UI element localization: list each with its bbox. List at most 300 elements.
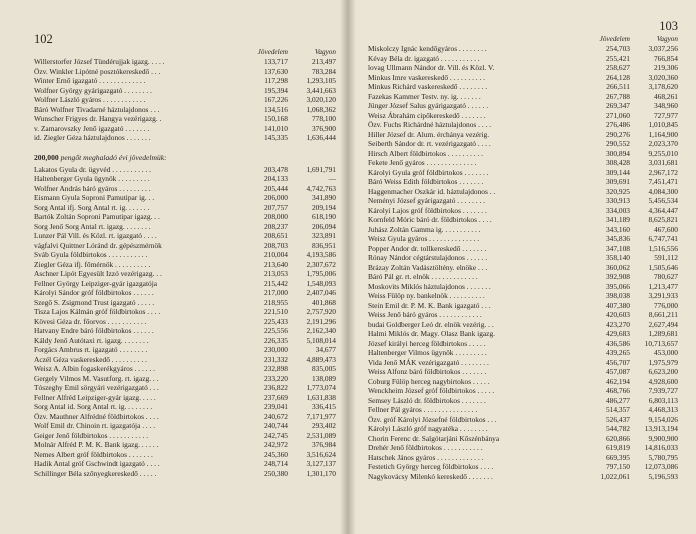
wealth-value: 13,913,194 (644, 424, 678, 433)
person-name: Özv. gróf Károlyi Józsefné földbirtokos . . . (368, 414, 497, 424)
person-name: Tószeghy Emil sörgyári vezérigazgató . . . (34, 383, 159, 392)
person-name: Weiss Jenő báró gyáros . . . . . . . . . . . . (368, 310, 482, 319)
wealth-value: 1,010,845 (648, 120, 678, 129)
wealth-value: — (328, 174, 336, 183)
income-value: 358,140 (605, 253, 630, 262)
list-row (368, 472, 678, 482)
income-value: 343,160 (605, 224, 630, 234)
list-row (368, 234, 678, 244)
wealth-value: 2,627,494 (648, 319, 678, 329)
person-name: Neményi József gyárigazgató . . . . . . . . (368, 196, 485, 205)
income-value: 215,442 (263, 278, 288, 288)
person-name: Báró Wolfner Tivadarné háztulajdonos . . . (34, 104, 160, 114)
wealth-value: 1,636,444 (306, 133, 336, 142)
income-value: 347,108 (605, 243, 630, 253)
list-row (368, 263, 678, 273)
person-name: Weisz A. Albin fogaskerékgyáros . . . . . . (34, 364, 155, 373)
income-value: 240,744 (263, 421, 288, 430)
page-number-left: 102 (34, 32, 53, 46)
income-value: 620,866 (605, 433, 630, 443)
list-row (368, 158, 678, 168)
person-name: Fellner Alfréd Leipziger-gyár igazg. . . . . (34, 392, 156, 402)
list-row (34, 124, 336, 134)
person-name: Weiss Alfonz báró földbirtokos . . . . . . . (368, 367, 487, 376)
list-row (368, 329, 678, 339)
list-row (368, 44, 678, 54)
list-row (368, 187, 678, 197)
list-row (368, 291, 678, 301)
list-row (34, 364, 336, 374)
column-header-right (368, 35, 678, 44)
person-name: Brázay Zoltán Vadásztöltény. elnöke . . . (368, 262, 488, 272)
income-value: 221,510 (263, 307, 288, 316)
list-row (368, 253, 678, 263)
list-row (34, 212, 336, 222)
wealth-value: 4,468,313 (648, 405, 678, 414)
list-row (34, 450, 336, 460)
wealth-value: 1,289,681 (648, 329, 678, 338)
income-value: 236,822 (263, 383, 288, 392)
income-value: 137,630 (263, 66, 288, 76)
wealth-value: 766,854 (653, 53, 678, 63)
person-name: Hirsch Albert földbirtokos . . . . . . . . . . (368, 148, 483, 158)
wealth-value: 219,306 (653, 63, 678, 72)
wealth-value: 323,891 (311, 231, 336, 240)
income-column-header: Jövedelem (257, 48, 288, 56)
person-name: Fellner György Leipziger-gyár igazgatója (34, 278, 158, 288)
income-value: 242,745 (263, 430, 288, 440)
person-name: Seiberth Sándor dr. rt. vezérigazgató . . . . (368, 139, 491, 148)
list-row (368, 310, 678, 320)
income-value: 544,782 (605, 424, 630, 433)
person-name: Hatschek János gyáros . . . . . . . . . . . . . (368, 452, 484, 462)
income-value: 309,144 (605, 167, 630, 177)
wealth-value: 3,127,137 (306, 459, 336, 468)
left-list-group2 (34, 165, 336, 479)
income-value: 207,757 (263, 202, 288, 212)
wealth-value: 1,548,093 (306, 278, 336, 288)
wealth-value: 14,816,033 (644, 443, 678, 452)
wealth-value: 1,631,838 (306, 392, 336, 402)
list-row (368, 130, 678, 140)
income-value: 208,703 (263, 240, 288, 250)
person-name: Haggenmacher Oszkár id. háztulajdonos . . (368, 186, 496, 196)
wealth-value: 5,456,534 (648, 196, 678, 205)
wealth-value: 213,497 (311, 57, 336, 66)
income-value: 208,000 (263, 212, 288, 221)
list-row (368, 462, 678, 472)
list-row (368, 206, 678, 216)
person-name: Hiller József dr. Alum. érchánya vezérig. (368, 129, 490, 139)
wealth-value: 9,255,010 (648, 148, 678, 158)
list-row (368, 196, 678, 206)
wealth-value: 5,780,795 (648, 452, 678, 462)
wealth-value: 2,757,920 (306, 307, 336, 316)
list-row (368, 73, 678, 83)
left-list-group1 (34, 57, 336, 143)
person-name: Festetich György herceg földbirtokos . . . . (368, 462, 494, 471)
list-row (34, 67, 336, 77)
list-row (34, 326, 336, 336)
list-row (34, 95, 336, 105)
wealth-value: 2,307,672 (306, 259, 336, 269)
wealth-value: 780,627 (653, 272, 678, 281)
income-value: 334,003 (605, 205, 630, 215)
person-name: Weiss Fülöp ny. bankelnök . . . . . . . . . . (368, 291, 485, 300)
wealth-value: 336,415 (311, 402, 336, 411)
wealth-value: 3,516,624 (306, 449, 336, 459)
person-name: Fazekas Kammer Testv. ny. ig. . . . . . . (368, 91, 481, 101)
income-value: 269,347 (605, 101, 630, 110)
list-row (368, 453, 678, 463)
list-row (34, 260, 336, 270)
list-row (368, 215, 678, 225)
list-row (34, 203, 336, 213)
wealth-value: 835,005 (311, 364, 336, 373)
person-name: Wolf Emil dr. Chinoin rt. igazgatója . . . . (34, 421, 156, 430)
wealth-value: 8,625,821 (648, 215, 678, 224)
person-name: Özv. Fuchs Richárdné háztulajdonos . . . . (368, 120, 492, 129)
list-row (368, 415, 678, 425)
wealth-value: 341,890 (311, 193, 336, 202)
wealth-value: 3,020,360 (648, 72, 678, 82)
wealth-value: 2,023,370 (648, 139, 678, 148)
list-row (368, 139, 678, 149)
person-name: Jünger József Salus gyárigazgató . . . . . . (368, 101, 489, 110)
wealth-value: 376,900 (311, 123, 336, 133)
list-row (368, 320, 678, 330)
list-row (34, 193, 336, 203)
person-name: Molnár Alfréd P. M. K. Bank igazg. . . . . . (34, 440, 159, 449)
income-value: 232,898 (263, 364, 288, 373)
wealth-value: 4,084,300 (648, 186, 678, 196)
person-name: Coburg Fülöp herceg nagybirtokos . . . . . (368, 376, 490, 386)
person-name: Juhász Zoltán Gamma ig. . . . . . . . . . . (368, 224, 481, 234)
list-row (368, 120, 678, 130)
wealth-value: 2,162,340 (306, 326, 336, 335)
income-value: 218,955 (263, 297, 288, 307)
person-name: Szegő S. Zsigmond Trust igazgató . . . . . (34, 297, 155, 307)
wealth-value: 3,020,120 (306, 95, 336, 104)
person-name: Chorin Ferenc dr. Salgótarjáni Kőszénbánya (368, 433, 500, 443)
person-name: Wolfner László gyáros . . . . . . . . . . . . (34, 95, 146, 104)
list-row (368, 339, 678, 349)
person-name: Károlyi László gróf nagyatéka . . . . . . . . (368, 424, 488, 433)
list-row (368, 82, 678, 92)
wealth-value: 7,939,727 (648, 386, 678, 395)
list-row (368, 367, 678, 377)
list-row (368, 272, 678, 282)
person-name: Stein Emil dr. P. M. K. Bank igazgató . . . (368, 300, 491, 310)
income-value: 309,691 (605, 177, 630, 186)
wealth-value: 2,531,089 (306, 430, 336, 440)
income-value: 271,060 (605, 110, 630, 120)
person-name: József királyi herceg földbirtokos . . . . . (368, 338, 486, 348)
list-row (34, 459, 336, 469)
list-row (34, 469, 336, 479)
list-row (368, 301, 678, 311)
income-value: 341,189 (605, 215, 630, 224)
person-name: Hatvany Endre báró földbirtokos . . . . . . (34, 326, 154, 335)
list-row (368, 386, 678, 396)
person-name: Lunzer Pál Vill. és Közl. rt. igazgató . . . . (34, 231, 157, 240)
income-value: 206,000 (263, 193, 288, 202)
income-value: 150,168 (263, 114, 288, 123)
income-value: 456,707 (605, 357, 630, 367)
list-row (368, 149, 678, 159)
list-row (368, 54, 678, 64)
list-row (34, 105, 336, 115)
income-value: 225,556 (263, 326, 288, 335)
income-value: 245,360 (263, 449, 288, 459)
person-name: Ziegler Géza ifj. főmérnök . . . . . . . . . . (34, 259, 151, 269)
person-name: Gergely Vilmos M. Vasutforg. rt. igazg. . . (34, 373, 159, 383)
wealth-value: 453,000 (653, 348, 678, 357)
income-value: 205,444 (263, 183, 288, 193)
wealth-value: 2,191,296 (306, 316, 336, 326)
wealth-value: 1,301,170 (306, 468, 336, 478)
wealth-value: 1,164,900 (648, 129, 678, 139)
income-value: 117,298 (264, 76, 288, 85)
income-value: 203,478 (263, 164, 288, 174)
wealth-value: 7,171,977 (306, 411, 336, 421)
income-value: 233,220 (263, 373, 288, 383)
column-header-left (34, 48, 336, 57)
wealth-value: 138,089 (311, 373, 336, 383)
person-name: Fellner Pál gyáros . . . . . . . . . . . . . . . (368, 405, 478, 414)
income-value: 258,627 (605, 63, 630, 72)
person-name: Tisza Lajos Kálmán gróf földbirtokos . . . . (34, 307, 161, 316)
person-name: Haltenberger Gyula ügynök . . . . . . . . . (34, 174, 150, 183)
list-row (34, 412, 336, 422)
wealth-value: 348,960 (653, 101, 678, 110)
wealth-value: 6,623,200 (648, 367, 678, 376)
wealth-value: 4,889,473 (306, 354, 336, 364)
list-row (368, 92, 678, 102)
income-value: 134,516 (263, 104, 288, 114)
person-name: id. Ziegler Géza háztulajdonos . . . . . . . (34, 133, 151, 142)
income-value: 250,380 (263, 468, 288, 478)
income-value: 167,226 (263, 95, 288, 104)
list-row (34, 231, 336, 241)
person-name: Nemes Albert gróf földbirtokos . . . . . . . (34, 449, 153, 459)
wealth-value: 401,868 (311, 297, 336, 307)
list-row (368, 348, 678, 358)
income-value: 457,087 (605, 367, 630, 376)
person-name: v. Zamarovszky Jenő igazgató . . . . . . . (34, 123, 150, 133)
list-row (34, 222, 336, 232)
wealth-value: 4,364,447 (648, 205, 678, 215)
person-name: Károlyi Sándor gróf földbirtokos . . . . . . (34, 288, 154, 297)
income-value: 360,062 (605, 262, 630, 272)
income-value: 133,717 (263, 57, 288, 66)
income-value: 230,000 (263, 345, 288, 354)
list-row (34, 241, 336, 251)
wealth-value: 209,194 (311, 202, 336, 212)
person-name: Miskolczy Ignác kendőgyáros . . . . . . . . (368, 44, 487, 53)
list-row (34, 250, 336, 260)
income-value: 264,128 (605, 72, 630, 82)
right-page (348, 0, 696, 534)
income-value: 248,714 (263, 459, 288, 468)
wealth-value: 1,975,979 (648, 357, 678, 367)
income-value: 290,552 (605, 139, 630, 148)
list-row (368, 177, 678, 187)
income-value: 797,150 (605, 462, 630, 471)
income-value: 242,972 (263, 440, 288, 449)
income-value: 213,640 (263, 259, 288, 269)
person-name: Willerstorfer József Tündérujjak igazg. . . . . (34, 57, 165, 66)
list-row (34, 393, 336, 403)
person-name: Özv. Mauthner Alfrédné földbirtokos . . . . (34, 411, 159, 421)
wealth-value: 618,190 (311, 212, 336, 221)
person-name: Kévay Béla dr. igazgató . . . . . . . . . . . (368, 53, 480, 63)
wealth-value: 4,742,763 (306, 183, 336, 193)
person-name: Drehér Jenő földbirtokos . . . . . . . . . . . (368, 443, 483, 452)
income-value: 345,836 (605, 234, 630, 243)
list-row (34, 57, 336, 67)
wealth-value: 1,691,791 (306, 164, 336, 174)
wealth-value: 1,505,646 (648, 262, 678, 272)
list-row (34, 269, 336, 279)
person-name: Wenckheim József gróf földbirtokos . . . . . (368, 386, 495, 395)
person-name: Geiger Jenő földbirtokos . . . . . . . . . . . (34, 430, 149, 440)
list-row (34, 165, 336, 175)
list-row (368, 396, 678, 406)
person-name: Wunscher Frigyes dr. Hangya vezérigazg. . (34, 114, 162, 123)
person-name: Kövesi Géza dr. főorvos . . . . . . . . . . . (34, 316, 147, 326)
list-row (34, 374, 336, 384)
wealth-value: 467,600 (653, 224, 678, 234)
income-value: 237,669 (263, 392, 288, 402)
person-name: Winter Ernő igazgató . . . . . . . . . . . . . (34, 76, 146, 85)
person-name: budai Goldberger Leó dr. elnök vezérig. . . (368, 319, 494, 329)
income-value: 255,421 (605, 53, 630, 63)
wealth-value: 8,661,211 (648, 310, 678, 319)
wealth-value: 1,773,074 (306, 383, 336, 392)
income-value: 514,357 (605, 405, 630, 414)
page-number-right: 103 (659, 19, 678, 33)
wealth-value: 591,112 (654, 253, 678, 262)
wealth-value: 206,094 (311, 221, 336, 231)
wealth-column-header: Vagyon (656, 35, 678, 43)
wealth-value: 5,196,593 (648, 471, 678, 481)
person-name: Haltenberger Vilmos ügynök . . . . . . . . . (368, 348, 487, 357)
person-name: Kornfeld Móric báró dr. földbirtokos . . . . (368, 215, 492, 224)
list-row (368, 111, 678, 121)
income-value: 213,053 (263, 269, 288, 278)
income-value: 208,237 (263, 221, 288, 231)
list-row (34, 383, 336, 393)
person-name: Rónay Nándor cégtárstulajdonos . . . . . . (368, 253, 488, 262)
person-name: Báró Weiss Edith földbirtokos . . . . . . . (368, 177, 484, 186)
income-value: 420,603 (605, 310, 630, 319)
person-name: Sorg Antal ifj. Sorg Antal rt. ig. . . . . . . (34, 202, 150, 212)
list-row (34, 76, 336, 86)
wealth-value: 1,293,105 (306, 76, 336, 85)
wealth-value: 836,951 (311, 240, 336, 250)
list-row (34, 114, 336, 124)
income-value: 619,819 (605, 443, 630, 452)
list-row (34, 86, 336, 96)
wealth-value: 9,154,026 (648, 414, 678, 424)
right-list (368, 44, 678, 481)
list-row (368, 358, 678, 368)
income-value: 429,683 (605, 329, 630, 338)
person-name: Weisz Gyula gyáros . . . . . . . . . . . . . . (368, 234, 480, 243)
person-name: Lakatos Gyula dr. ügyvéd . . . . . . . . . . . (34, 164, 152, 174)
person-name: Semsey László dr. földbirtokos . . . . . . . (368, 395, 486, 405)
person-name: Károlyi Lajos gróf földbirtokos . . . . . . . (368, 205, 487, 215)
income-value: 267,788 (605, 91, 630, 101)
income-value: 195,394 (263, 85, 288, 95)
income-value: 462,194 (605, 376, 630, 386)
list-row (34, 440, 336, 450)
income-value: 276,486 (605, 120, 630, 129)
list-row (34, 421, 336, 431)
person-name: Fekete Jenő gyáros . . . . . . . . . . . . . . (368, 158, 477, 167)
income-value: 217,000 (263, 288, 288, 297)
person-name: Halmi Miklós dr. Magy. Olasz Bank igazg. (368, 329, 495, 338)
list-row (368, 244, 678, 254)
income-value: 395,066 (605, 281, 630, 291)
list-row (34, 174, 336, 184)
wealth-column-header: Vagyon (314, 48, 336, 56)
list-row (368, 443, 678, 453)
wealth-value: 3,037,256 (648, 44, 678, 53)
income-value: 468,766 (605, 386, 630, 395)
person-name: Aczél Géza vaskereskedő . . . . . . . . . . (34, 354, 147, 364)
person-name: Hadik Antal gróf Gschwindt igazgató . . . . (34, 459, 160, 468)
person-name: Aschner Lipót Egyesült Izzó vezérigazg. . . (34, 269, 162, 278)
wealth-value: 6,803,113 (648, 395, 678, 405)
wealth-value: 3,441,663 (306, 85, 336, 95)
wealth-value: 2,967,172 (648, 167, 678, 177)
wealth-value: 4,928,600 (648, 376, 678, 386)
wealth-value: 3,178,620 (648, 82, 678, 91)
wealth-value: 6,747,741 (648, 234, 678, 243)
income-value: 290,276 (605, 129, 630, 139)
person-name: vágfalvi Quittner Lóránd dr. gépészmérnök (34, 240, 162, 250)
person-name: Sorg Antal id. Sorg Antal rt. ig. . . . . . . . (34, 402, 153, 411)
wealth-value: 5,108,014 (306, 335, 336, 345)
income-value: 226,335 (263, 335, 288, 345)
income-column-header: Jövedelem (599, 35, 630, 43)
income-value: 439,265 (605, 348, 630, 357)
list-row (368, 101, 678, 111)
income-value: 320,925 (605, 186, 630, 196)
person-name: Wolfner György gyárigazgató . . . . . . . . (34, 85, 152, 95)
income-value: 669,395 (605, 452, 630, 462)
list-row (34, 307, 336, 317)
person-name: Bartók Zoltán Soproni Pamutipar igazg. . . (34, 212, 160, 221)
list-row (368, 405, 678, 415)
list-row (368, 377, 678, 387)
income-value: 330,913 (605, 196, 630, 205)
income-value: 239,041 (263, 402, 288, 411)
list-row (368, 63, 678, 73)
person-name: Minkus Richárd vaskereskedő . . . . . . . . (368, 82, 488, 91)
income-value: 300,894 (605, 148, 630, 158)
wealth-value: 1,795,006 (306, 269, 336, 278)
person-name: Weisz Ábrahám cipőkereskedő . . . . . . . (368, 110, 486, 120)
wealth-value: 1,516,556 (648, 243, 678, 253)
wealth-value: 7,451,471 (648, 177, 678, 186)
income-value: 398,038 (605, 291, 630, 300)
income-value: 423,270 (605, 319, 630, 329)
income-value: 308,428 (605, 158, 630, 167)
person-name: Moskovits Miklós háztulajdonos . . . . . . . (368, 281, 491, 291)
